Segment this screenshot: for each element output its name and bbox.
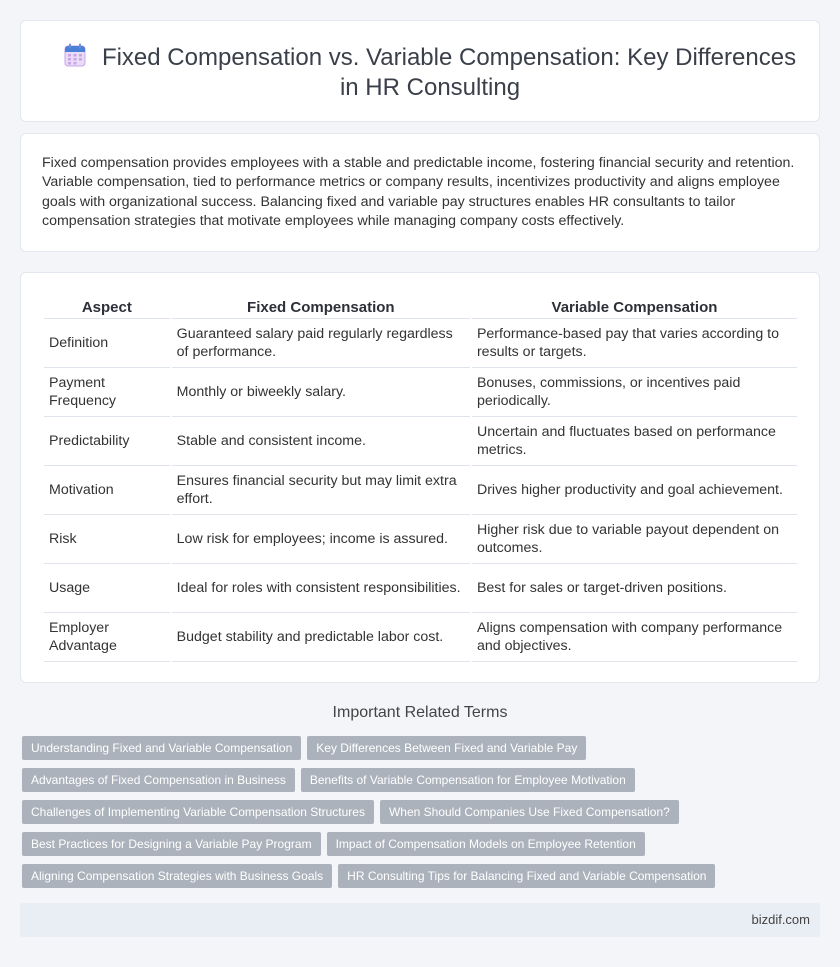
cell-variable: Best for sales or target-driven positions. xyxy=(472,564,797,613)
cell-variable: Drives higher productivity and goal achievement. xyxy=(472,466,797,515)
table-row xyxy=(44,319,797,368)
cell-fixed: Monthly or biweekly salary. xyxy=(172,368,470,417)
related-terms-list xyxy=(22,736,812,896)
cell-variable: Uncertain and fluctuates based on performance metrics. xyxy=(472,417,797,466)
related-term-link[interactable]: Aligning Compensation Strategies with Business Goals xyxy=(22,864,332,888)
table-row xyxy=(44,368,797,417)
comparison-table xyxy=(42,297,799,662)
cell-fixed: Low risk for employees; income is assured. xyxy=(172,515,470,564)
cell-aspect: Definition xyxy=(44,319,170,368)
tag-row xyxy=(22,832,812,864)
cell-fixed: Guaranteed salary paid regularly regardless of performance. xyxy=(172,319,470,368)
cell-variable: Aligns compensation with company performance and objectives. xyxy=(472,613,797,662)
related-term-link[interactable]: When Should Companies Use Fixed Compensation? xyxy=(380,800,679,824)
related-term-link[interactable]: Understanding Fixed and Variable Compensation xyxy=(22,736,301,760)
cell-fixed: Ideal for roles with consistent responsibilities. xyxy=(172,564,470,613)
tag-row xyxy=(22,864,812,896)
related-term-link[interactable]: Challenges of Implementing Variable Compensation Structures xyxy=(22,800,374,824)
header-aspect: Aspect xyxy=(44,297,170,319)
tag-row xyxy=(22,800,812,832)
related-term-link[interactable]: HR Consulting Tips for Balancing Fixed and Variable Compensation xyxy=(338,864,715,888)
cell-aspect: Predictability xyxy=(44,417,170,466)
cell-variable: Performance-based pay that varies according to results or targets. xyxy=(472,319,797,368)
cell-aspect: Usage xyxy=(44,564,170,613)
related-term-link[interactable]: Advantages of Fixed Compensation in Business xyxy=(22,768,295,792)
related-term-link[interactable]: Impact of Compensation Models on Employee Retention xyxy=(327,832,645,856)
table-row xyxy=(44,417,797,466)
related-term-link[interactable]: Best Practices for Designing a Variable Pay Program xyxy=(22,832,321,856)
table-row xyxy=(44,515,797,564)
header-card xyxy=(20,20,820,122)
comparison-table-card xyxy=(20,272,820,683)
table-row xyxy=(44,564,797,613)
page-title: Fixed Compensation vs. Variable Compensation: Key Differences in HR Consulting xyxy=(101,44,797,101)
cell-aspect: Motivation xyxy=(44,466,170,515)
cell-variable: Bonuses, commissions, or incentives paid periodically. xyxy=(472,368,797,417)
cell-aspect: Employer Advantage xyxy=(44,613,170,662)
calendar-icon xyxy=(64,43,86,67)
related-terms-title: Important Related Terms xyxy=(332,704,508,721)
table-row xyxy=(44,613,797,662)
intro-text: Fixed compensation provides employees with a stable and predictable income, fostering financial security and retention. Variable compensation, tied to performance metrics or company results, incentivizes productivity and aligns employee goals with organizational success. Balancing fixed and variable pay structures enables HR consultants to tailor compensation strategies that motivate employees while managing company costs effectively. xyxy=(42,155,795,229)
cell-fixed: Budget stability and predictable labor cost. xyxy=(172,613,470,662)
footer xyxy=(20,903,820,937)
tag-row xyxy=(22,768,812,800)
cell-fixed: Stable and consistent income. xyxy=(172,417,470,466)
cell-aspect: Risk xyxy=(44,515,170,564)
page-title-container xyxy=(61,43,799,103)
footer-site-link[interactable]: bizdif.com xyxy=(751,912,810,927)
intro-card xyxy=(20,133,820,252)
table-row xyxy=(44,466,797,515)
cell-variable: Higher risk due to variable payout dependent on outcomes. xyxy=(472,515,797,564)
cell-fixed: Ensures financial security but may limit extra effort. xyxy=(172,466,470,515)
table-header-row xyxy=(44,297,797,319)
header-fixed: Fixed Compensation xyxy=(172,297,470,319)
header-variable: Variable Compensation xyxy=(472,297,797,319)
related-term-link[interactable]: Key Differences Between Fixed and Variable Pay xyxy=(307,736,586,760)
cell-aspect: Payment Frequency xyxy=(44,368,170,417)
tag-row xyxy=(22,736,812,768)
related-term-link[interactable]: Benefits of Variable Compensation for Employee Motivation xyxy=(301,768,635,792)
